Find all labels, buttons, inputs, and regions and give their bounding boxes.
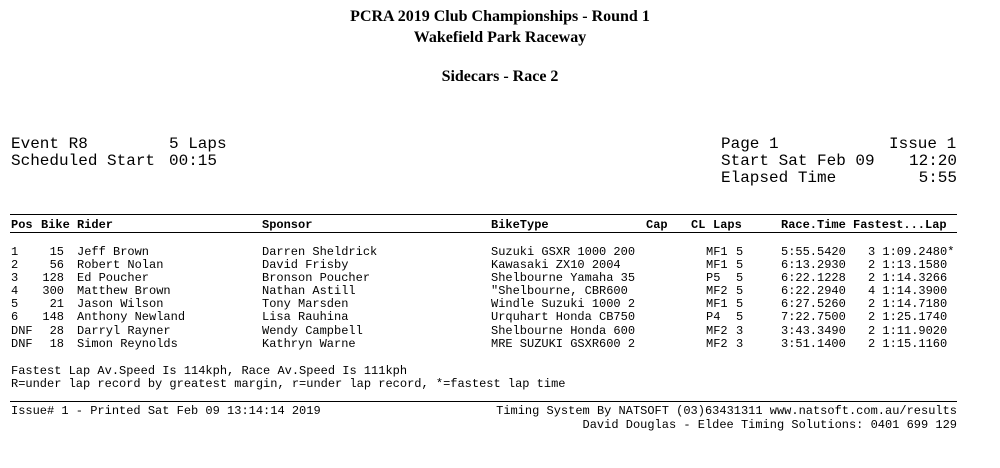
race-title: Sidecars - Race 2 [441,68,559,85]
row-rider: Anthony Newland [77,310,186,324]
scheduled-start-label: Scheduled Start [11,152,156,170]
row-rider: Simon Reynolds [77,337,178,351]
col-racetime: Race.Time [781,218,846,232]
row-biketype: MRE SUZUKI GSXR600 2 [491,337,636,351]
header-divider [10,232,957,233]
row-fastest: 3 1:09.2480* [868,245,955,259]
row-cl: MF1 [706,297,728,311]
top-divider [10,214,957,215]
col-biketype: BikeType [491,218,549,232]
row-bike: 28 [49,324,64,338]
row-pos: 4 [11,284,19,298]
row-laps: 5 [736,297,744,311]
timing-contact-info: David Douglas - Eldee Timing Solutions: 0401 699 129 [582,418,957,432]
results-title: PCRA 2019 Club Championships - Round 1 [350,8,650,25]
row-biketype: "Shelbourne, CBR600 [491,284,628,298]
table-row [0,245,1000,258]
row-biketype: Shelbourne Honda 600 [491,324,636,338]
col-bike: Bike [41,218,70,232]
col-laps: Laps [713,218,742,232]
row-cl: MF1 [706,245,728,259]
row-pos: DNF [11,337,33,351]
footer-divider [10,401,957,402]
start-time: 12:20 [908,152,957,170]
row-laps: 5 [736,258,744,272]
row-fastest: 2 1:25.1740 [868,310,948,324]
row-rider: Matthew Brown [77,284,171,298]
speed-note: Fastest Lap Av.Speed Is 114kph, Race Av.Speed Is 111kph [11,364,408,378]
scheduled-start-value: 00:15 [169,152,218,170]
row-laps: 5 [736,245,744,259]
row-racetime: 3:43.3490 [781,324,846,338]
row-bike: 15 [49,245,64,259]
row-racetime: 6:27.5260 [781,297,846,311]
printed-info: Issue# 1 - Printed Sat Feb 09 13:14:14 2019 [11,404,321,418]
row-biketype: Suzuki GSXR 1000 200 [491,245,636,259]
row-bike: 56 [49,258,64,272]
row-rider: Darryl Rayner [77,324,171,338]
row-bike: 18 [49,337,64,351]
row-rider: Ed Poucher [77,271,150,285]
row-cl: MF2 [706,324,728,338]
legend-note: R=under lap record by greatest margin, r=under lap record, *=fastest lap time [11,377,566,391]
row-pos: 3 [11,271,19,285]
row-rider: Robert Nolan [77,258,164,272]
row-biketype: Kawasaki ZX10 2004 [491,258,621,272]
col-cap: Cap [646,218,668,232]
row-bike: 128 [42,271,64,285]
row-sponsor: David Frisby [262,258,349,272]
table-row [0,271,1000,284]
laps-label: 5 Laps [169,135,227,153]
row-pos: 2 [11,258,19,272]
row-racetime: 6:22.1228 [781,271,846,285]
row-sponsor: Darren Sheldrick [262,245,378,259]
venue-title: Wakefield Park Raceway [413,29,587,46]
row-fastest: 2 1:11.9020 [868,324,948,338]
row-sponsor: Nathan Astill [262,284,356,298]
row-racetime: 6:22.2940 [781,284,846,298]
col-pos: Pos [11,218,33,232]
table-row [0,337,1000,350]
table-header [0,218,1000,231]
row-fastest: 2 1:14.7180 [868,297,948,311]
col-rider: Rider [77,218,114,232]
row-cl: MF2 [706,284,728,298]
row-rider: Jason Wilson [77,297,164,311]
row-fastest: 2 1:13.1580 [868,258,948,272]
col-sponsor: Sponsor [262,218,313,232]
col-fastest: Fastest...Lap [853,218,947,232]
event-label: Event R8 [11,135,88,153]
row-laps: 3 [736,337,744,351]
row-pos: DNF [11,324,33,338]
row-fastest: 4 1:14.3900 [868,284,948,298]
row-laps: 5 [736,310,744,324]
elapsed-label: Elapsed Time [721,169,837,187]
row-cl: P5 [706,271,721,285]
table-row [0,284,1000,297]
row-bike: 21 [49,297,64,311]
row-cl: MF2 [706,337,728,351]
row-sponsor: Lisa Rauhina [262,310,349,324]
row-racetime: 3:51.1400 [781,337,846,351]
row-sponsor: Tony Marsden [262,297,349,311]
timing-system-info: Timing System By NATSOFT (03)63431311 www.natsoft.com.au/results [496,404,957,418]
start-label: Start Sat Feb 09 [721,152,875,170]
row-laps: 3 [736,324,744,338]
row-racetime: 6:13.2930 [781,258,846,272]
row-pos: 5 [11,297,19,311]
elapsed-value: 5:55 [918,169,957,187]
row-cl: MF1 [706,258,728,272]
row-fastest: 2 1:14.3266 [868,271,948,285]
table-row [0,310,1000,323]
row-sponsor: Wendy Campbell [262,324,363,338]
table-row [0,258,1000,271]
row-bike: 300 [42,284,64,298]
row-bike: 148 [42,310,64,324]
row-sponsor: Bronson Poucher [262,271,371,285]
row-rider: Jeff Brown [77,245,150,259]
issue-label: Issue 1 [889,135,957,153]
row-racetime: 7:22.7500 [781,310,846,324]
col-cl: CL [691,218,706,232]
table-row [0,324,1000,337]
row-fastest: 2 1:15.1160 [868,337,948,351]
row-sponsor: Kathryn Warne [262,337,356,351]
row-cl: P4 [706,310,721,324]
row-biketype: Shelbourne Yamaha 35 [491,271,636,285]
row-racetime: 5:55.5420 [781,245,846,259]
page-label: Page 1 [721,135,779,153]
row-biketype: Urquhart Honda CB750 [491,310,636,324]
table-row [0,297,1000,310]
row-pos: 1 [11,245,19,259]
row-pos: 6 [11,310,19,324]
row-laps: 5 [736,284,744,298]
row-biketype: Windle Suzuki 1000 2 [491,297,636,311]
row-laps: 5 [736,271,744,285]
